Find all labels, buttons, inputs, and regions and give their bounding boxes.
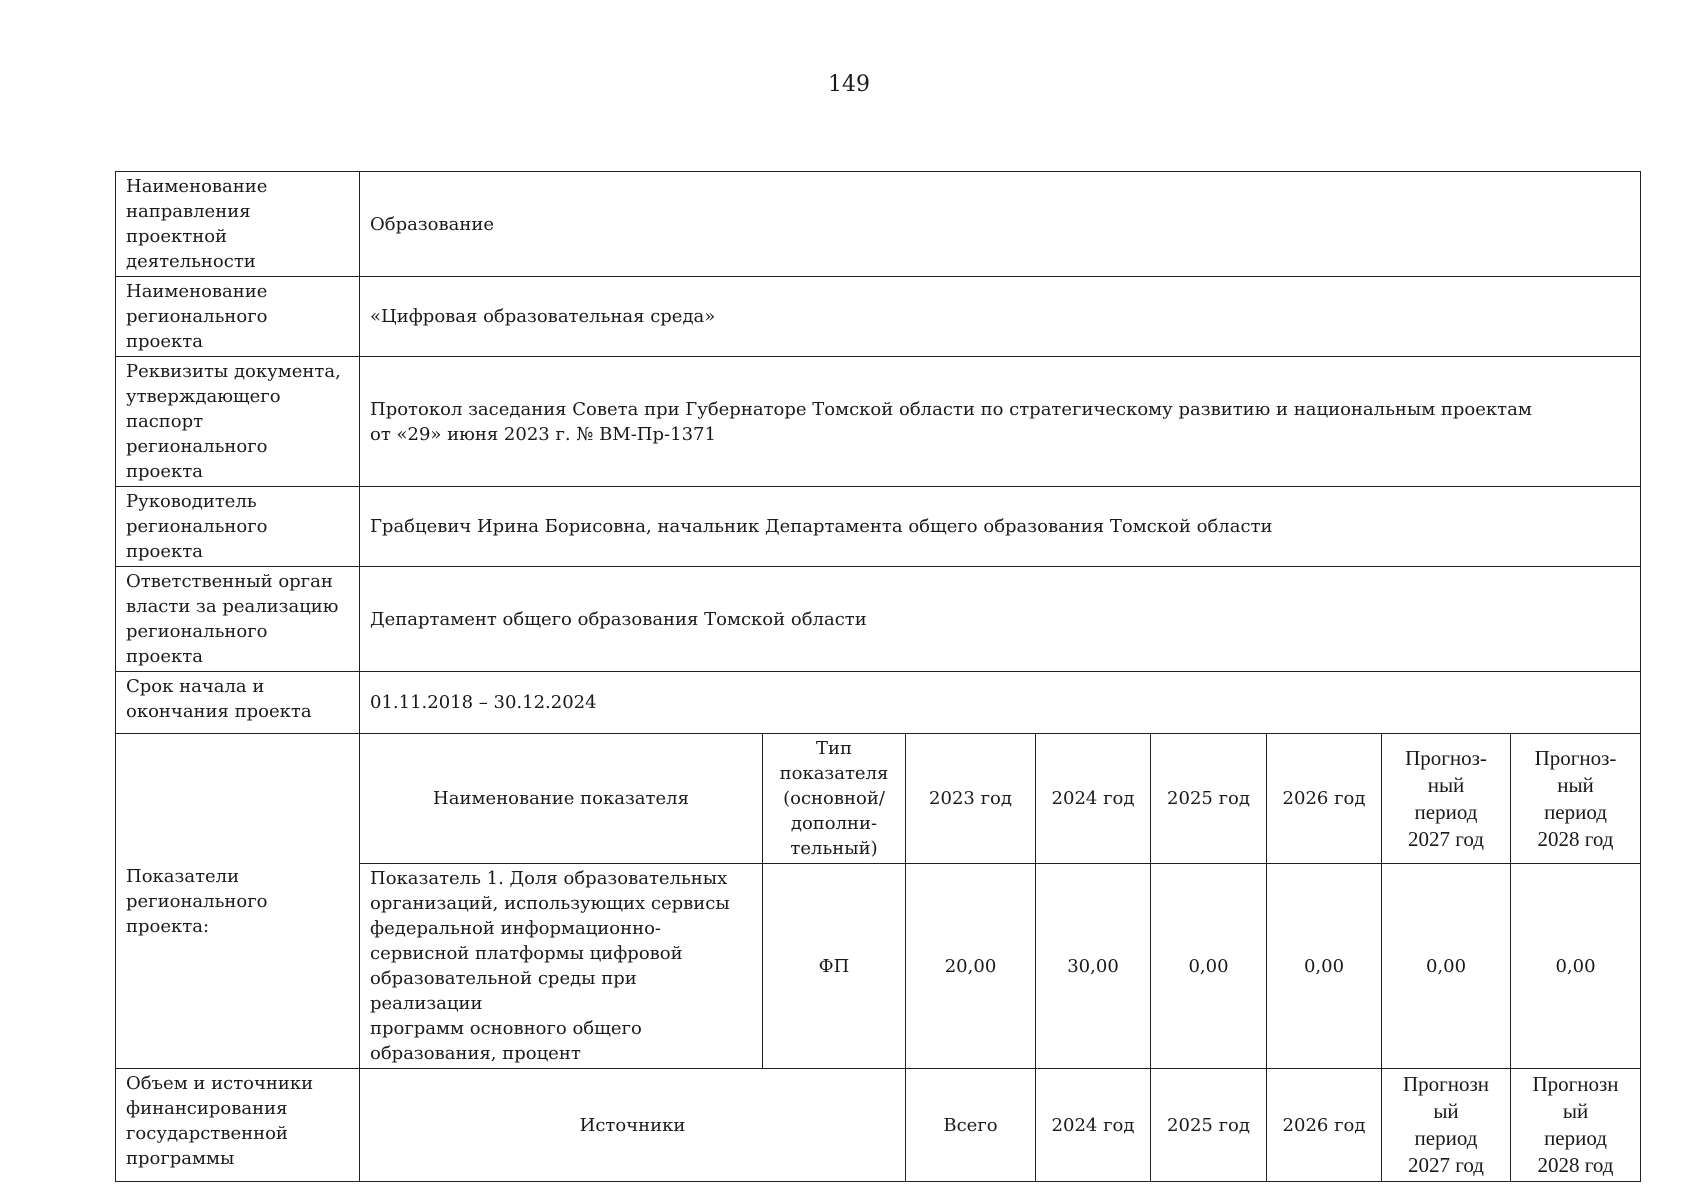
financing-2024-header: 2024 год	[1036, 1069, 1151, 1182]
direction-value: Образование	[360, 172, 1641, 277]
direction-row	[116, 172, 1641, 277]
indicator-1-2023: 20,00	[906, 864, 1036, 1069]
year-2026-header: 2026 год	[1267, 734, 1382, 864]
financing-sources-header: Источники	[360, 1069, 906, 1182]
indicators-label: Показатели регионального проекта:	[116, 734, 360, 1069]
financing-forecast-2028-header: Прогнозн ый период 2028 год	[1511, 1069, 1641, 1182]
year-2025-header: 2025 год	[1151, 734, 1267, 864]
financing-2026-header: 2026 год	[1267, 1069, 1382, 1182]
document-label: Реквизиты документа, утверждающего паспорт регионального проекта	[116, 357, 360, 487]
indicators-header-row	[116, 734, 1641, 864]
forecast-2028-header: Прогноз- ный период 2028 год	[1511, 734, 1641, 864]
responsible-label: Ответственный орган власти за реализацию регионального проекта	[116, 567, 360, 672]
indicator-name-header: Наименование показателя	[360, 734, 763, 864]
indicator-type-header: Тип показателя (основной/ дополни- тельный)	[763, 734, 906, 864]
financing-header-row	[116, 1069, 1641, 1182]
page-number: 149	[828, 72, 870, 97]
indicator-1-name: Показатель 1. Доля образовательных организаций, использующих сервисы федеральной информационно- сервисной платформы цифровой образовательной среды при реализации программ основного общего образования, процент	[360, 864, 763, 1069]
direction-label: Наименование направления проектной деятельности	[116, 172, 360, 277]
project-name-label: Наименование регионального проекта	[116, 277, 360, 357]
project-passport-table	[115, 171, 1641, 1182]
responsible-value: Департамент общего образования Томской области	[360, 567, 1641, 672]
financing-forecast-2027-header: Прогнозн ый период 2027 год	[1382, 1069, 1511, 1182]
term-label: Срок начала и окончания проекта	[116, 672, 360, 734]
indicator-1-2026: 0,00	[1267, 864, 1382, 1069]
indicator-1-2024: 30,00	[1036, 864, 1151, 1069]
term-row	[116, 672, 1641, 734]
term-value: 01.11.2018 – 30.12.2024	[360, 672, 1641, 734]
financing-total-header: Всего	[906, 1069, 1036, 1182]
forecast-2027-header: Прогноз- ный период 2027 год	[1382, 734, 1511, 864]
leader-value: Грабцевич Ирина Борисовна, начальник Департамента общего образования Томской области	[360, 487, 1641, 567]
financing-2025-header: 2025 год	[1151, 1069, 1267, 1182]
leader-label: Руководитель регионального проекта	[116, 487, 360, 567]
year-2024-header: 2024 год	[1036, 734, 1151, 864]
indicator-1-2025: 0,00	[1151, 864, 1267, 1069]
responsible-row	[116, 567, 1641, 672]
year-2023-header: 2023 год	[906, 734, 1036, 864]
indicator-1-type: ФП	[763, 864, 906, 1069]
document-value: Протокол заседания Совета при Губернаторе Томской области по стратегическому развитию и национальным проектам от «29» июня 2023 г. № ВМ-Пр-1371	[360, 357, 1641, 487]
indicator-1-2028: 0,00	[1511, 864, 1641, 1069]
financing-label: Объем и источники финансирования государственной программы	[116, 1069, 360, 1182]
leader-row	[116, 487, 1641, 567]
project-name-row	[116, 277, 1641, 357]
project-name-value: «Цифровая образовательная среда»	[360, 277, 1641, 357]
document-row	[116, 357, 1641, 487]
indicator-1-2027: 0,00	[1382, 864, 1511, 1069]
